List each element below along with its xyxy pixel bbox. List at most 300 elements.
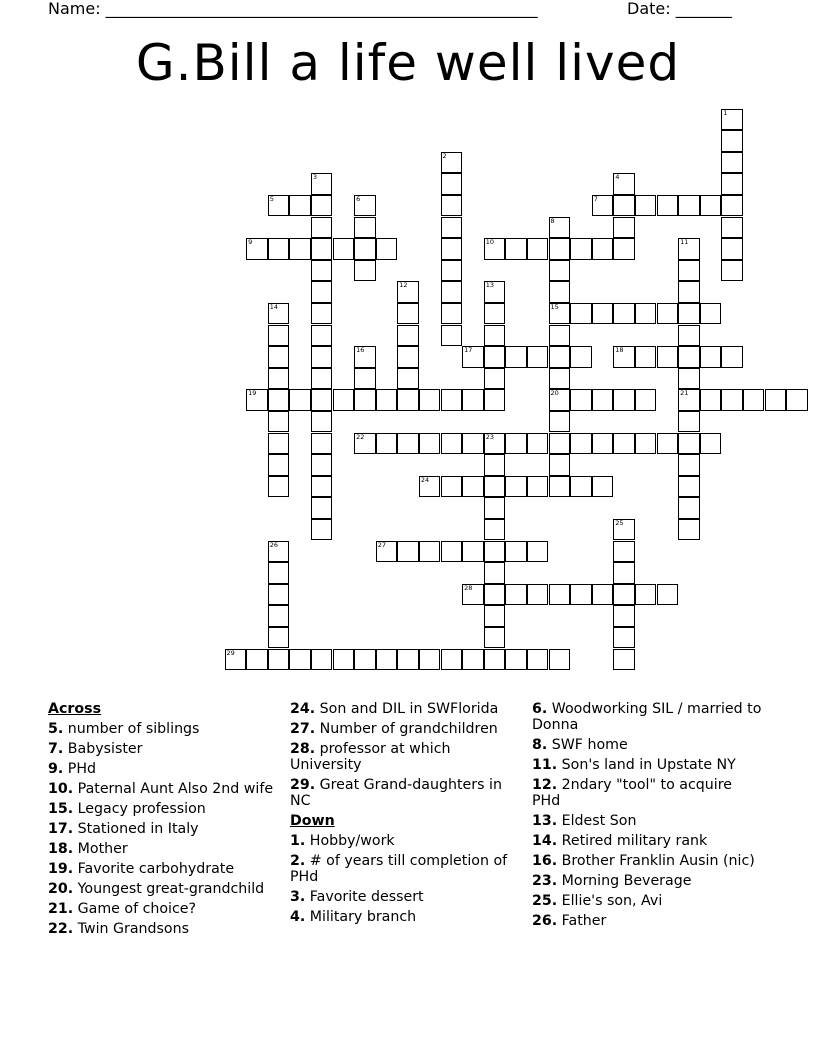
grid-cell[interactable] xyxy=(527,433,549,455)
grid-cell[interactable] xyxy=(268,303,290,325)
grid-cell[interactable] xyxy=(419,476,441,498)
grid-cell[interactable] xyxy=(289,195,311,217)
grid-cell[interactable] xyxy=(549,389,571,411)
grid-cell[interactable] xyxy=(441,649,463,671)
clue-number-label: 27. xyxy=(290,721,316,737)
clue-number: 28 xyxy=(464,583,473,592)
grid-cell[interactable] xyxy=(268,562,290,584)
grid-cell[interactable] xyxy=(613,173,635,195)
grid-cell[interactable] xyxy=(268,541,290,563)
grid-cell[interactable] xyxy=(678,238,700,260)
grid-cell[interactable] xyxy=(484,497,506,519)
grid-cell[interactable] xyxy=(289,649,311,671)
grid-cell[interactable] xyxy=(721,260,743,282)
grid-cell[interactable] xyxy=(527,346,549,368)
grid-cell[interactable] xyxy=(397,389,419,411)
clue-item xyxy=(48,901,283,917)
grid-cell[interactable] xyxy=(397,325,419,347)
grid-cell[interactable] xyxy=(376,433,398,455)
grid-cell[interactable] xyxy=(635,346,657,368)
grid-cell[interactable] xyxy=(397,346,419,368)
clue-text: Morning Beverage xyxy=(557,873,692,889)
grid-cell[interactable] xyxy=(311,325,333,347)
grid-cell[interactable] xyxy=(462,476,484,498)
grid-cell[interactable] xyxy=(397,303,419,325)
grid-cell[interactable] xyxy=(549,281,571,303)
grid-cell[interactable] xyxy=(549,325,571,347)
grid-cell[interactable] xyxy=(592,476,614,498)
grid-cell[interactable] xyxy=(354,217,376,239)
grid-cell[interactable] xyxy=(441,389,463,411)
clue-number: 23 xyxy=(485,432,494,441)
grid-cell[interactable] xyxy=(484,325,506,347)
clue-number-label: 6. xyxy=(532,701,548,717)
grid-cell[interactable] xyxy=(505,238,527,260)
clue-item xyxy=(532,913,762,929)
grid-cell[interactable] xyxy=(484,519,506,541)
grid-cell[interactable] xyxy=(592,389,614,411)
grid-cell[interactable] xyxy=(484,346,506,368)
grid-cell[interactable] xyxy=(721,152,743,174)
grid-cell[interactable] xyxy=(441,238,463,260)
grid-cell[interactable] xyxy=(311,649,333,671)
clue-text: Game of choice? xyxy=(73,901,197,917)
grid-cell[interactable] xyxy=(613,584,635,606)
grid-cell[interactable] xyxy=(657,303,679,325)
grid-cell[interactable] xyxy=(700,195,722,217)
grid-cell[interactable] xyxy=(527,476,549,498)
clue-item xyxy=(532,833,762,849)
grid-cell[interactable] xyxy=(268,649,290,671)
grid-cell[interactable] xyxy=(613,389,635,411)
grid-cell[interactable] xyxy=(462,389,484,411)
grid-cell[interactable] xyxy=(678,303,700,325)
grid-cell[interactable] xyxy=(765,389,787,411)
grid-cell[interactable] xyxy=(657,346,679,368)
grid-cell[interactable] xyxy=(570,433,592,455)
grid-cell[interactable] xyxy=(549,346,571,368)
grid-cell[interactable] xyxy=(268,325,290,347)
grid-cell[interactable] xyxy=(592,195,614,217)
grid-cell[interactable] xyxy=(527,541,549,563)
grid-cell[interactable] xyxy=(268,389,290,411)
clue-number: 9 xyxy=(248,238,253,247)
grid-cell[interactable] xyxy=(505,346,527,368)
grid-cell[interactable] xyxy=(549,368,571,390)
grid-cell[interactable] xyxy=(311,411,333,433)
clue-column-2 xyxy=(290,701,522,929)
clue-number: 19 xyxy=(248,389,257,398)
grid-cell[interactable] xyxy=(657,584,679,606)
clue-number: 11 xyxy=(680,238,689,247)
grid-cell[interactable] xyxy=(397,368,419,390)
grid-cell[interactable] xyxy=(549,584,571,606)
clue-text: Favorite dessert xyxy=(305,889,424,905)
clue-text: Stationed in Italy xyxy=(73,821,199,837)
grid-cell[interactable] xyxy=(678,519,700,541)
clue-number-label: 3. xyxy=(290,889,306,905)
grid-cell[interactable] xyxy=(462,584,484,606)
clue-text: PHd xyxy=(63,761,97,777)
grid-cell[interactable] xyxy=(613,303,635,325)
grid-cell[interactable] xyxy=(441,476,463,498)
grid-cell[interactable] xyxy=(354,195,376,217)
grid-cell[interactable] xyxy=(311,433,333,455)
grid-cell[interactable] xyxy=(354,649,376,671)
grid-cell[interactable] xyxy=(376,238,398,260)
clue-item xyxy=(290,777,522,809)
grid-cell[interactable] xyxy=(311,454,333,476)
grid-cell[interactable] xyxy=(592,584,614,606)
grid-cell[interactable] xyxy=(721,130,743,152)
grid-cell[interactable] xyxy=(549,476,571,498)
grid-cell[interactable] xyxy=(311,217,333,239)
grid-cell[interactable] xyxy=(311,238,333,260)
clue-item xyxy=(532,701,762,733)
grid-cell[interactable] xyxy=(462,541,484,563)
grid-cell[interactable] xyxy=(484,605,506,627)
grid-cell[interactable] xyxy=(613,649,635,671)
clue-number: 4 xyxy=(615,173,620,182)
grid-cell[interactable] xyxy=(635,584,657,606)
grid-cell[interactable] xyxy=(354,389,376,411)
grid-cell[interactable] xyxy=(441,260,463,282)
grid-cell[interactable] xyxy=(700,389,722,411)
grid-cell[interactable] xyxy=(311,368,333,390)
grid-cell[interactable] xyxy=(505,433,527,455)
grid-cell[interactable] xyxy=(268,627,290,649)
grid-cell[interactable] xyxy=(635,389,657,411)
clue-item xyxy=(48,921,283,937)
grid-cell[interactable] xyxy=(549,238,571,260)
grid-cell[interactable] xyxy=(311,346,333,368)
grid-cell[interactable] xyxy=(657,433,679,455)
clue-number-label: 2. xyxy=(290,853,306,869)
grid-cell[interactable] xyxy=(700,433,722,455)
clue-number-label: 16. xyxy=(532,853,558,869)
grid-cell[interactable] xyxy=(268,411,290,433)
grid-cell[interactable] xyxy=(613,627,635,649)
clue-number-label: 15. xyxy=(48,801,74,817)
clue-text: 2ndary "tool" to acquire PHd xyxy=(532,777,732,809)
grid-cell[interactable] xyxy=(311,519,333,541)
grid-cell[interactable] xyxy=(570,389,592,411)
grid-cell[interactable] xyxy=(678,281,700,303)
grid-cell[interactable] xyxy=(484,238,506,260)
clue-number-label: 28. xyxy=(290,741,316,757)
grid-cell[interactable] xyxy=(484,303,506,325)
clue-text: Twin Grandsons xyxy=(73,921,189,937)
grid-cell[interactable] xyxy=(268,195,290,217)
grid-cell[interactable] xyxy=(333,238,355,260)
clue-number-label: 7. xyxy=(48,741,64,757)
grid-cell[interactable] xyxy=(311,173,333,195)
clue-item xyxy=(532,777,762,809)
clue-item xyxy=(532,737,762,753)
grid-cell[interactable] xyxy=(246,649,268,671)
grid-cell[interactable] xyxy=(549,217,571,239)
grid-cell[interactable] xyxy=(311,389,333,411)
grid-cell[interactable] xyxy=(484,389,506,411)
grid-cell[interactable] xyxy=(505,649,527,671)
grid-cell[interactable] xyxy=(721,238,743,260)
grid-cell[interactable] xyxy=(592,238,614,260)
clue-number: 14 xyxy=(269,302,278,311)
grid-cell[interactable] xyxy=(527,238,549,260)
clue-number: 27 xyxy=(377,540,386,549)
clue-number-label: 14. xyxy=(532,833,558,849)
grid-cell[interactable] xyxy=(549,411,571,433)
grid-cell[interactable] xyxy=(613,562,635,584)
clue-item xyxy=(48,741,283,757)
grid-cell[interactable] xyxy=(289,238,311,260)
grid-cell[interactable] xyxy=(484,584,506,606)
grid-cell[interactable] xyxy=(721,109,743,131)
clue-number: 26 xyxy=(269,540,278,549)
grid-cell[interactable] xyxy=(376,389,398,411)
grid-cell[interactable] xyxy=(397,433,419,455)
grid-cell[interactable] xyxy=(527,584,549,606)
clue-number-label: 25. xyxy=(532,893,558,909)
grid-cell[interactable] xyxy=(505,541,527,563)
grid-cell[interactable] xyxy=(397,541,419,563)
grid-cell[interactable] xyxy=(484,281,506,303)
clue-number: 22 xyxy=(356,432,365,441)
grid-cell[interactable] xyxy=(268,346,290,368)
clue-item xyxy=(290,889,522,905)
grid-cell[interactable] xyxy=(311,281,333,303)
grid-cell[interactable] xyxy=(484,368,506,390)
grid-cell[interactable] xyxy=(678,346,700,368)
grid-cell[interactable] xyxy=(419,433,441,455)
grid-cell[interactable] xyxy=(311,476,333,498)
clue-number-label: 10. xyxy=(48,781,74,797)
grid-cell[interactable] xyxy=(678,260,700,282)
clue-number-label: 20. xyxy=(48,881,74,897)
grid-cell[interactable] xyxy=(786,389,808,411)
grid-cell[interactable] xyxy=(268,238,290,260)
date-field-label: Date: _______ xyxy=(627,0,732,18)
clue-item xyxy=(48,841,283,857)
clue-number-label: 5. xyxy=(48,721,64,737)
grid-cell[interactable] xyxy=(570,303,592,325)
grid-cell[interactable] xyxy=(311,303,333,325)
grid-cell[interactable] xyxy=(376,649,398,671)
clue-item xyxy=(48,721,283,737)
grid-cell[interactable] xyxy=(268,584,290,606)
clue-number: 29 xyxy=(226,648,235,657)
grid-cell[interactable] xyxy=(613,541,635,563)
grid-cell[interactable] xyxy=(397,649,419,671)
grid-cell[interactable] xyxy=(354,238,376,260)
clue-number: 5 xyxy=(269,194,274,203)
grid-cell[interactable] xyxy=(419,389,441,411)
clue-text: Hobby/work xyxy=(305,833,395,849)
clue-item xyxy=(290,909,522,925)
grid-cell[interactable] xyxy=(613,433,635,455)
down-heading: Down xyxy=(290,813,335,829)
grid-cell[interactable] xyxy=(549,433,571,455)
grid-cell[interactable] xyxy=(505,584,527,606)
grid-cell[interactable] xyxy=(354,260,376,282)
clue-text: Woodworking SIL / married to Donna xyxy=(532,701,762,733)
clue-text: Son and DIL in SWFlorida xyxy=(315,701,499,717)
clue-text: Legacy profession xyxy=(73,801,206,817)
grid-cell[interactable] xyxy=(484,541,506,563)
grid-cell[interactable] xyxy=(635,195,657,217)
grid-cell[interactable] xyxy=(484,649,506,671)
grid-cell[interactable] xyxy=(678,433,700,455)
grid-cell[interactable] xyxy=(354,346,376,368)
grid-cell[interactable] xyxy=(462,649,484,671)
grid-cell[interactable] xyxy=(678,411,700,433)
clue-number: 15 xyxy=(550,302,559,311)
grid-cell[interactable] xyxy=(311,260,333,282)
grid-cell[interactable] xyxy=(246,238,268,260)
grid-cell[interactable] xyxy=(613,195,635,217)
clue-item xyxy=(48,881,283,897)
clue-number-label: 24. xyxy=(290,701,316,717)
grid-cell[interactable] xyxy=(333,389,355,411)
grid-cell[interactable] xyxy=(268,476,290,498)
clue-text: Son's land in Upstate NY xyxy=(557,757,736,773)
grid-cell[interactable] xyxy=(570,476,592,498)
grid-cell[interactable] xyxy=(311,195,333,217)
grid-cell[interactable] xyxy=(441,281,463,303)
grid-cell[interactable] xyxy=(462,433,484,455)
clue-number: 7 xyxy=(593,194,598,203)
grid-cell[interactable] xyxy=(592,433,614,455)
grid-cell[interactable] xyxy=(484,476,506,498)
clue-text: SWF home xyxy=(547,737,628,753)
clue-item xyxy=(48,801,283,817)
grid-cell[interactable] xyxy=(354,368,376,390)
grid-cell[interactable] xyxy=(678,497,700,519)
grid-cell[interactable] xyxy=(289,389,311,411)
grid-cell[interactable] xyxy=(721,217,743,239)
clue-number-label: 26. xyxy=(532,913,558,929)
grid-cell[interactable] xyxy=(678,389,700,411)
clue-text: Youngest great-grandchild xyxy=(73,881,265,897)
grid-cell[interactable] xyxy=(570,584,592,606)
clue-number-label: 18. xyxy=(48,841,74,857)
grid-cell[interactable] xyxy=(678,195,700,217)
clue-text: Babysister xyxy=(63,741,143,757)
clue-number-label: 19. xyxy=(48,861,74,877)
grid-cell[interactable] xyxy=(419,649,441,671)
grid-cell[interactable] xyxy=(441,195,463,217)
grid-cell[interactable] xyxy=(268,368,290,390)
grid-cell[interactable] xyxy=(613,605,635,627)
grid-cell[interactable] xyxy=(484,562,506,584)
grid-cell[interactable] xyxy=(484,627,506,649)
clue-number-label: 29. xyxy=(290,777,316,793)
grid-cell[interactable] xyxy=(311,497,333,519)
grid-cell[interactable] xyxy=(721,173,743,195)
clue-number: 2 xyxy=(442,151,447,160)
clue-item xyxy=(48,781,283,797)
grid-cell[interactable] xyxy=(700,346,722,368)
clue-text: # of years till completion of PHd xyxy=(290,853,508,885)
grid-cell[interactable] xyxy=(441,152,463,174)
grid-cell[interactable] xyxy=(721,346,743,368)
grid-cell[interactable] xyxy=(721,195,743,217)
grid-cell[interactable] xyxy=(635,303,657,325)
grid-cell[interactable] xyxy=(527,649,549,671)
grid-cell[interactable] xyxy=(592,303,614,325)
grid-cell[interactable] xyxy=(678,325,700,347)
grid-cell[interactable] xyxy=(743,389,765,411)
grid-cell[interactable] xyxy=(441,541,463,563)
clue-number-label: 13. xyxy=(532,813,558,829)
clue-number-label: 12. xyxy=(532,777,558,793)
grid-cell[interactable] xyxy=(225,649,247,671)
grid-cell[interactable] xyxy=(246,389,268,411)
grid-cell[interactable] xyxy=(484,433,506,455)
clue-number: 6 xyxy=(356,194,361,203)
grid-cell[interactable] xyxy=(613,217,635,239)
clue-number: 1 xyxy=(723,108,728,117)
grid-cell[interactable] xyxy=(570,238,592,260)
grid-cell[interactable] xyxy=(570,346,592,368)
grid-cell[interactable] xyxy=(613,238,635,260)
grid-cell[interactable] xyxy=(657,195,679,217)
grid-cell[interactable] xyxy=(678,476,700,498)
grid-cell[interactable] xyxy=(333,649,355,671)
grid-cell[interactable] xyxy=(441,325,463,347)
grid-cell[interactable] xyxy=(462,346,484,368)
grid-cell[interactable] xyxy=(441,173,463,195)
grid-cell[interactable] xyxy=(549,303,571,325)
grid-cell[interactable] xyxy=(678,454,700,476)
clue-item xyxy=(290,833,522,849)
grid-cell[interactable] xyxy=(354,433,376,455)
clue-item xyxy=(532,853,762,869)
grid-cell[interactable] xyxy=(268,433,290,455)
clue-number: 21 xyxy=(680,389,689,398)
grid-cell[interactable] xyxy=(419,541,441,563)
grid-cell[interactable] xyxy=(505,476,527,498)
grid-cell[interactable] xyxy=(549,649,571,671)
grid-cell[interactable] xyxy=(268,454,290,476)
grid-cell[interactable] xyxy=(613,346,635,368)
grid-cell[interactable] xyxy=(441,433,463,455)
clue-item xyxy=(290,741,522,773)
clue-number: 8 xyxy=(550,216,555,225)
grid-cell[interactable] xyxy=(721,389,743,411)
clue-text: Brother Franklin Ausin (nic) xyxy=(557,853,755,869)
grid-cell[interactable] xyxy=(484,454,506,476)
grid-cell[interactable] xyxy=(441,303,463,325)
grid-cell[interactable] xyxy=(376,541,398,563)
grid-cell[interactable] xyxy=(700,303,722,325)
grid-cell[interactable] xyxy=(635,433,657,455)
clue-number-label: 21. xyxy=(48,901,74,917)
grid-cell[interactable] xyxy=(549,454,571,476)
grid-cell[interactable] xyxy=(613,519,635,541)
clue-number-label: 11. xyxy=(532,757,558,773)
clue-text: professor at which University xyxy=(290,741,451,773)
grid-cell[interactable] xyxy=(268,605,290,627)
across-heading: Across xyxy=(48,701,102,717)
grid-cell[interactable] xyxy=(678,368,700,390)
grid-cell[interactable] xyxy=(441,217,463,239)
grid-cell[interactable] xyxy=(549,260,571,282)
clue-text: Military branch xyxy=(305,909,417,925)
clue-text: Ellie's son, Avi xyxy=(557,893,663,909)
grid-cell[interactable] xyxy=(397,281,419,303)
clue-number-label: 17. xyxy=(48,821,74,837)
